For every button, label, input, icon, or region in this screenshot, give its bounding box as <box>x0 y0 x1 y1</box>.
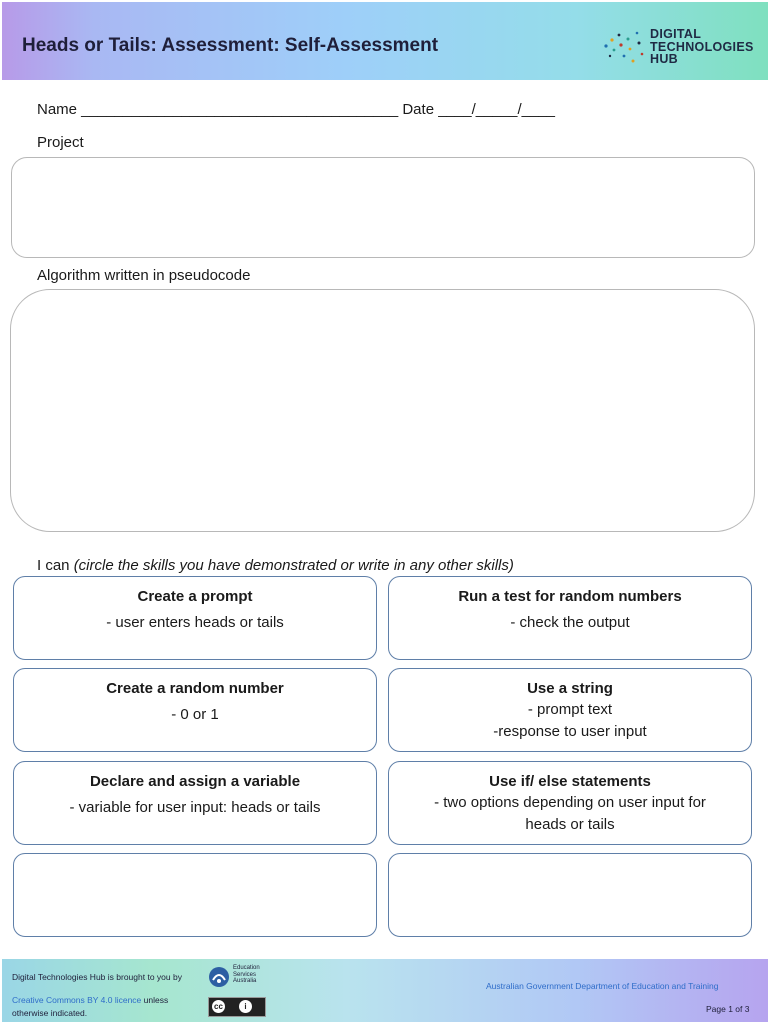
project-field[interactable] <box>11 157 755 258</box>
i-can-prefix: I can <box>37 557 74 574</box>
skill-card[interactable] <box>388 668 752 752</box>
skill-description-line-2: -response to user input <box>493 723 647 740</box>
skill-title: Use if/ else statements <box>489 773 651 790</box>
skill-title: Use a string <box>527 680 613 697</box>
skill-card[interactable] <box>13 761 377 845</box>
education-services-australia-logo <box>208 965 268 989</box>
ea-logo-line-1: Education <box>233 965 260 971</box>
page-header <box>2 2 768 80</box>
skill-title: Create a random number <box>106 680 284 697</box>
ea-emblem-icon <box>208 966 230 988</box>
skill-title: Declare and assign a variable <box>89 773 301 790</box>
page-title: Heads or Tails: Assessment: Self-Assessment <box>22 35 439 56</box>
page-footer <box>2 959 768 1022</box>
brought-by-text: Digital Technologies Hub is brought to you by <box>12 972 182 982</box>
project-label: Project <box>37 134 84 151</box>
license-rest: unless <box>141 995 169 1005</box>
skill-card[interactable] <box>388 576 752 660</box>
logo-line-3: HUB <box>650 52 678 66</box>
skill-description: - prompt text <box>527 701 613 718</box>
license-link[interactable]: Creative Commons BY 4.0 licence <box>12 995 142 1005</box>
ea-logo-line-2: Services <box>233 971 257 978</box>
skill-description: - user enters heads or tails <box>106 614 284 631</box>
algorithm-label: Algorithm written in pseudocode <box>37 267 251 284</box>
skill-title: Run a test for random numbers <box>458 588 682 605</box>
skill-title: Create a prompt <box>137 588 253 605</box>
skill-description-line-2: heads or tails <box>525 816 615 833</box>
name-date-line[interactable]: Name ______________________________________ Date ____/_____/____ <box>37 101 555 118</box>
license-text <box>12 995 168 1005</box>
logo-line-2: TECHNOLOGIES <box>650 39 754 54</box>
license-text-line-2: otherwise indicated. <box>12 1008 88 1018</box>
skill-card[interactable] <box>13 576 377 660</box>
algorithm-field[interactable] <box>10 289 755 532</box>
page-number: Page 1 of 3 <box>706 1004 750 1014</box>
logo-line-1: DIGITAL <box>650 27 702 41</box>
i-can-instruction <box>37 557 514 574</box>
cc-by-badge-icon: cc i <box>208 997 266 1017</box>
logo-wordmark <box>650 28 754 66</box>
blank-skill-card[interactable] <box>388 853 752 937</box>
skill-card[interactable] <box>13 668 377 752</box>
skill-description: - check the output <box>510 614 630 631</box>
ea-logo-line-3: Australia <box>233 978 257 984</box>
skill-card[interactable] <box>388 761 752 845</box>
government-department-text: Australian Government Department of Education and Training <box>486 981 719 991</box>
skill-description: - 0 or 1 <box>171 706 219 723</box>
logo-dots-icon <box>602 28 648 66</box>
digital-technologies-hub-logo <box>602 26 762 68</box>
i-can-note: (circle the skills you have demonstrated or write in any other skills) <box>73 557 514 574</box>
skill-description: - variable for user input: heads or tails <box>69 799 321 816</box>
blank-skill-card[interactable] <box>13 853 377 937</box>
skill-description: - two options depending on user input for <box>434 794 706 811</box>
